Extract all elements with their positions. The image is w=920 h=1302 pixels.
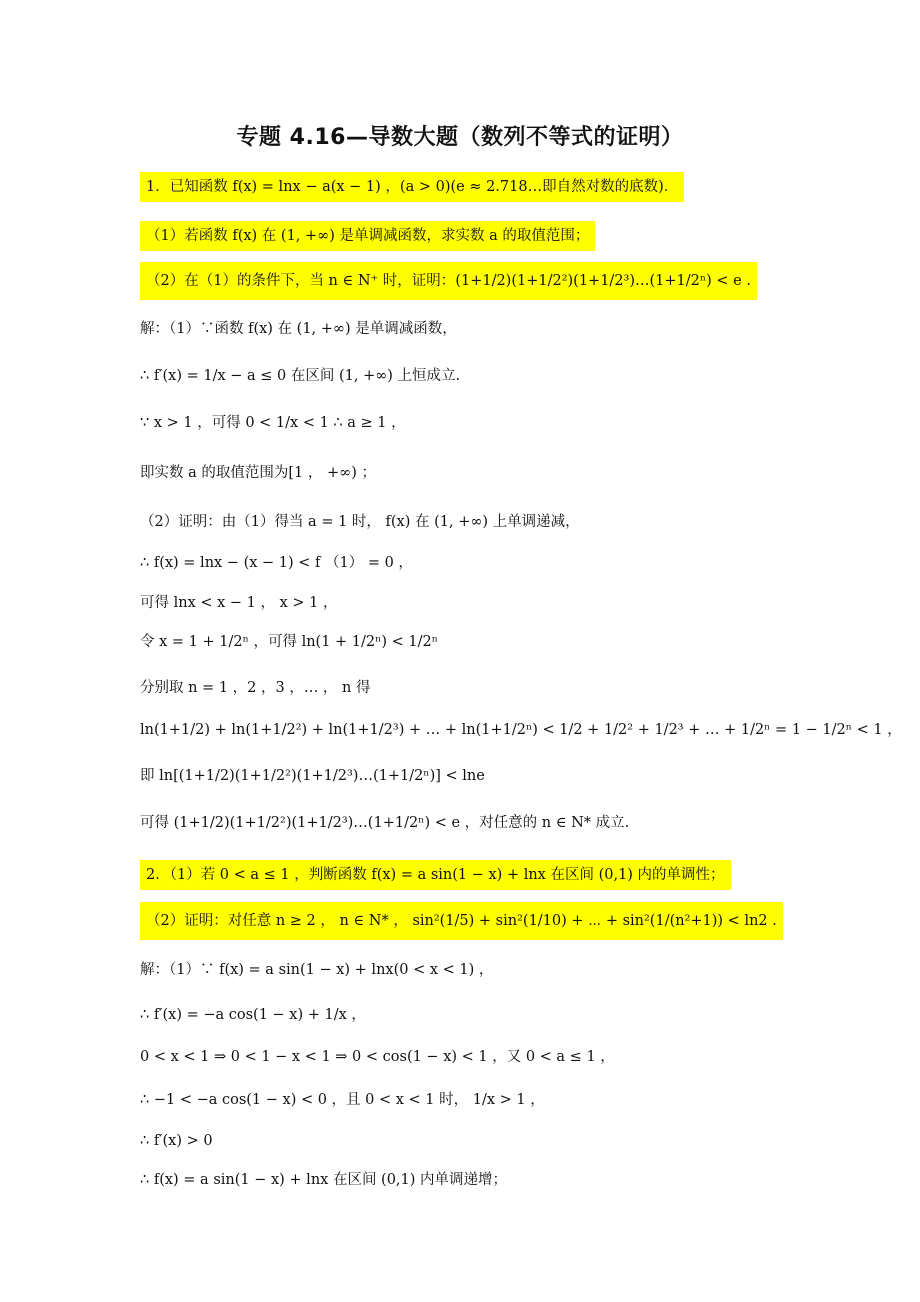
sol1-line-1: 解：（1）∵函数 f(x) 在 (1, +∞) 是单调减函数， bbox=[140, 321, 457, 337]
sol1-line-12: 可得 (1+1/2)(1+1/2²)(1+1/2³)…(1+1/2ⁿ) < e ，对任意的 n ∈ N* 成立. bbox=[140, 815, 630, 831]
sol1-line-5: （2）证明：由（1）得当 a = 1 时， f(x) 在 (1, +∞) 上单调递减， bbox=[140, 514, 580, 530]
page-title: 专题 4.16—导数大题（数列不等式的证明） bbox=[236, 125, 684, 150]
sol1-line-9: 分别取 n = 1 ，2 ，3 ，… ， n 得 bbox=[140, 680, 371, 696]
sol2-line-2: ∴ f′(x) = −a cos(1 − x) + 1/x ， bbox=[140, 1007, 366, 1023]
problem-2-part1: 2．（1）若 0 < a ≤ 1 ，判断函数 f(x) = a sin(1 − x) + lnx 在区间 (0,1) 内的单调性； bbox=[140, 860, 731, 890]
sol1-line-10: ln(1+1/2) + ln(1+1/2²) + ln(1+1/2³) + … + ln(1+1/2ⁿ) < 1/2 + 1/2² + 1/2³ + … + 1/2ⁿ = 1 − 1/2ⁿ < 1 ， bbox=[140, 722, 902, 738]
sol1-line-3: ∵ x > 1 ，可得 0 < 1/x < 1 ∴ a ≥ 1 ， bbox=[140, 415, 406, 431]
sol1-line-8: 令 x = 1 + 1/2ⁿ ，可得 ln(1 + 1/2ⁿ) < 1/2ⁿ bbox=[140, 634, 439, 650]
problem-1-part2: （2）在（1）的条件下，当 n ∈ N⁺ 时，证明：(1+1/2)(1+1/2²)(1+1/2³)…(1+1/2ⁿ) < e . bbox=[140, 262, 757, 300]
problem-1-statement: 1．已知函数 f(x) = lnx − a(x − 1) ，(a > 0)(e ≈ 2.718…即自然对数的底数)． bbox=[140, 172, 684, 202]
sol1-line-2: ∴ f′(x) = 1/x − a ≤ 0 在区间 (1, +∞) 上恒成立. bbox=[140, 368, 461, 384]
sol1-line-11: 即 ln[(1+1/2)(1+1/2²)(1+1/2³)…(1+1/2ⁿ)] < lne bbox=[140, 768, 485, 784]
sol1-line-6: ∴ f(x) = lnx − (x − 1) < f （1） = 0 ， bbox=[140, 555, 413, 571]
sol1-line-4: 即实数 a 的取值范围为[1 ， +∞) ； bbox=[140, 465, 376, 481]
sol2-line-6: ∴ f(x) = a sin(1 − x) + lnx 在区间 (0,1) 内单调递增； bbox=[140, 1172, 508, 1188]
sol2-line-1: 解：（1）∵ f(x) = a sin(1 − x) + lnx(0 < x < 1) ， bbox=[140, 962, 494, 978]
problem-1-part1: （1）若函数 f(x) 在 (1, +∞) 是单调减函数，求实数 a 的取值范围； bbox=[140, 221, 595, 251]
problem-2-part2: （2）证明：对任意 n ≥ 2 ， n ∈ N* ， sin²(1/5) + sin²(1/10) + ⋯ + sin²(1/(n²+1)) < ln2 . bbox=[140, 902, 783, 940]
sol2-line-5: ∴ f′(x) > 0 bbox=[140, 1133, 213, 1149]
sol1-line-7: 可得 lnx < x − 1 ， x > 1 ， bbox=[140, 595, 338, 611]
sol2-line-4: ∴ −1 < −a cos(1 − x) < 0 ，且 0 < x < 1 时， 1/x > 1 ， bbox=[140, 1092, 545, 1108]
sol2-line-3: 0 < x < 1 ⇒ 0 < 1 − x < 1 ⇒ 0 < cos(1 − x) < 1 ，又 0 < a ≤ 1 ， bbox=[140, 1049, 615, 1065]
